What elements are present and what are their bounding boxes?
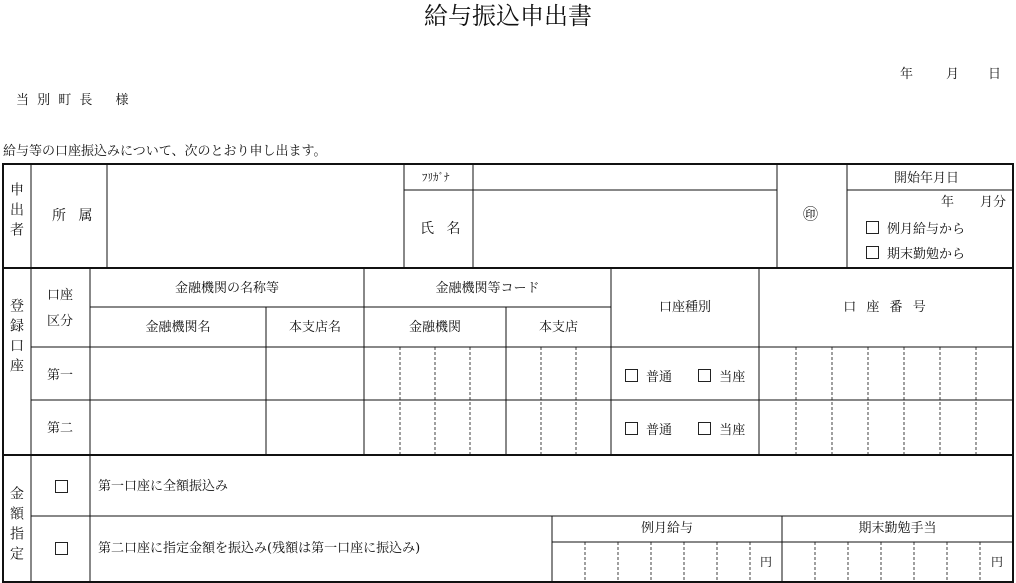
monthly-checkbox[interactable] (866, 221, 879, 234)
kubun-label-1: 口座 (47, 288, 74, 303)
account-row-first-label: 第一 (47, 368, 74, 383)
account-row-first-bank-field[interactable] (91, 348, 265, 399)
bonus-yen-unit: 円 (991, 555, 1004, 569)
affiliation-label: 所 属 (52, 208, 97, 224)
account-row-second-type[interactable] (625, 422, 745, 437)
bonus-allowance-header: 期末勤勉手当 (858, 521, 937, 536)
monthly-yen-unit: 円 (760, 555, 773, 569)
account-type-header: 口座種別 (658, 300, 711, 315)
code-bank-subheader: 金融機関 (408, 320, 461, 335)
account-row-first-type[interactable] (625, 369, 745, 384)
specified-amount-option: 第二口座に指定金額を振込み(残額は第一口座に振込み) (98, 541, 421, 556)
bonus-checkbox[interactable] (866, 246, 879, 259)
page-title: 給与振込申出書 (424, 2, 592, 30)
date-day: 日 (988, 67, 1002, 82)
specified-amount-checkbox[interactable] (55, 542, 68, 555)
addressee: 当 別 町 長 様 (16, 93, 131, 108)
affiliation-field[interactable] (108, 165, 403, 267)
name-field[interactable] (474, 191, 776, 267)
account-number-header: 口 座 番 号 (843, 300, 929, 315)
start-option-monthly[interactable] (866, 221, 965, 236)
current-label: 当座 (719, 423, 746, 438)
ordinary-checkbox[interactable] (625, 422, 638, 435)
intro-text: 給与等の口座振込みについて、次のとおり申し出ます。 (3, 144, 327, 159)
code-header: 金融機関等コード (435, 281, 540, 296)
date-month: 月 (946, 67, 960, 82)
seal-mark: ㊞ (803, 205, 819, 223)
current-checkbox[interactable] (698, 422, 711, 435)
account-row-first-branch-field[interactable] (267, 348, 363, 399)
ordinary-label: 普通 (646, 423, 673, 438)
date-year: 年 (900, 67, 914, 82)
amount-section-label: 金額指定 (8, 486, 24, 566)
furigana-field[interactable] (474, 165, 776, 189)
ordinary-label: 普通 (646, 370, 673, 385)
accounts-section-label: 登録口座 (8, 298, 24, 378)
start-option-bonus[interactable] (866, 246, 965, 261)
bank-name-subheader: 金融機関名 (145, 320, 211, 335)
start-year-month: 年 月分 (941, 195, 1007, 210)
name-label: 氏 名 (420, 221, 465, 237)
applicant-section-label: 申出者 (8, 182, 24, 242)
code-branch-subheader: 本支店 (538, 320, 578, 335)
furigana-label: ﾌﾘｶﾞﾅ (422, 171, 450, 184)
branch-name-subheader: 本支店名 (288, 320, 341, 335)
kubun-label-2: 区分 (47, 314, 74, 329)
account-row-second-branch-field[interactable] (267, 401, 363, 454)
bonus-option-label: 期末勤勉から (887, 247, 966, 262)
full-amount-option: 第一口座に全額振込み (98, 479, 229, 494)
full-amount-checkbox[interactable] (55, 480, 68, 493)
monthly-salary-header: 例月給与 (640, 521, 693, 536)
ordinary-checkbox[interactable] (625, 369, 638, 382)
bank-name-header: 金融機関の名称等 (174, 281, 279, 296)
start-date-label: 開始年月日 (894, 171, 960, 186)
current-checkbox[interactable] (698, 369, 711, 382)
account-row-second-bank-field[interactable] (91, 401, 265, 454)
account-row-second-label: 第二 (47, 421, 74, 436)
current-label: 当座 (719, 370, 746, 385)
monthly-option-label: 例月給与から (887, 222, 966, 237)
